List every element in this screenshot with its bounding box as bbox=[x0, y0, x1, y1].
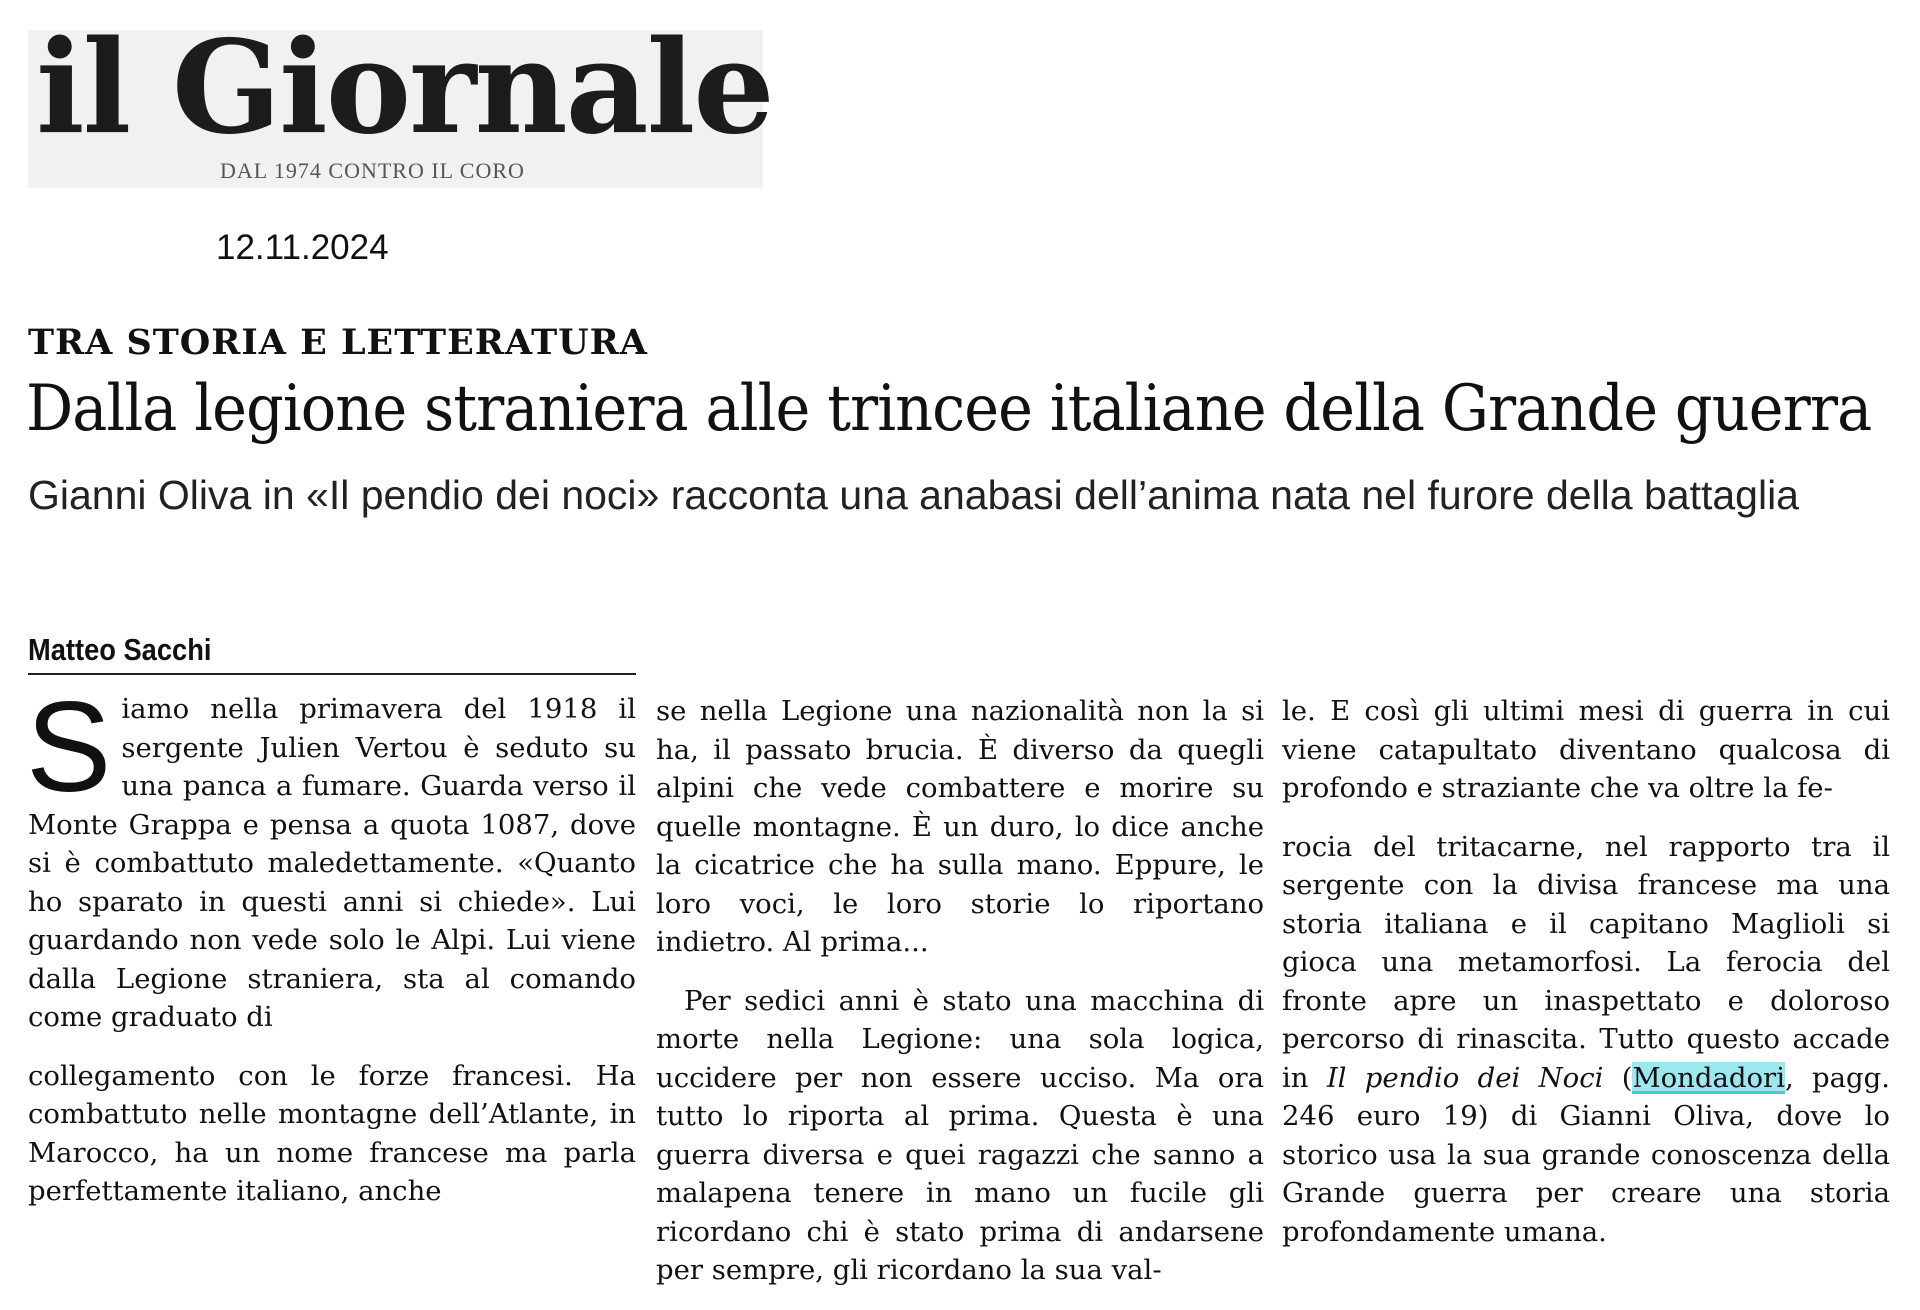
article-headline: Dalla legione straniera alle trincee italiane della Grande guerra bbox=[26, 372, 1872, 446]
masthead bbox=[28, 13, 773, 188]
article-column-1 bbox=[26, 676, 636, 1231]
article-byline: Matteo Sacchi bbox=[28, 632, 212, 667]
article-column-3 bbox=[1282, 692, 1890, 1271]
publication-date: 12.11.2024 bbox=[216, 228, 389, 267]
article-subhead: Gianni Oliva in «Il pendio dei noci» racconta una anabasi dell’anima nata nel furore della battaglia bbox=[28, 472, 1799, 518]
newspaper-logo: il Giornale bbox=[36, 13, 773, 163]
publisher-highlight: Mondadori bbox=[1632, 1061, 1785, 1094]
paragraph: le. E così gli ultimi mesi di guerra in cui viene catapultato diventano qualcosa di profondo e straziante che va oltre la fe- bbox=[1282, 695, 1890, 804]
article-kicker: TRA STORIA E LETTERATURA bbox=[28, 322, 648, 363]
paragraph: collegamento con le forze francesi. Ha combattuto nelle montagne dell’Atlante, in Marocco, ha un nome francese ma parla perfettamente italiano, anche bbox=[28, 1059, 636, 1207]
paragraph: Per sedici anni è stato una macchina di morte nella Legione: una sola logica, uccidere per non essere ucciso. Ma ora tutto lo riporta al prima. Questa è una guerra diversa e quei ragazzi che sanno a malapena tenere in mano un fucile gli ricordano chi è stato prima di andarsene per sempre, gli ricordano la sua val- bbox=[656, 984, 1264, 1286]
paragraph bbox=[26, 676, 636, 1037]
paragraph-text: , pagg. 246 euro 19) di Gianni Oliva, dove lo storico usa la sua grande conoscenza della Grande guerra per creare una storia profondamente umana. bbox=[1282, 1061, 1890, 1248]
book-title: Il pendio dei Noci bbox=[1326, 1061, 1604, 1094]
drop-cap: S bbox=[26, 676, 112, 819]
article-column-2 bbox=[656, 692, 1264, 1310]
paragraph-text: iamo nella primavera del 1918 il sergente Julien Vertou è seduto su una panca a fumare. Guarda verso il Monte Grappa e pensa a quota 1087, dove si è combattuto maledettamente. «Quanto ho sparato in questi anni si chiede». Lui guardando non vede solo le Alpi. Lui viene dalla Legione straniera, sta al comando come graduato di bbox=[28, 693, 636, 1033]
paragraph: se nella Legione una nazionalità non la si ha, il passato brucia. È diverso da quegli alpini che vede combattere e morire su quelle montagne. È un duro, lo dice anche la cicatrice che ha sulla mano. Eppure, le loro voci, le loro storie lo riportano indietro. Al prima... bbox=[656, 695, 1264, 958]
paragraph-text: ( bbox=[1603, 1061, 1633, 1094]
byline-divider bbox=[28, 673, 636, 675]
paragraph-text: rocia del tritacarne, nel rapporto tra il sergente con la divisa francese ma una storia italiana e il capitano Maglioli si gioca una metamorfosi. La ferocia del fronte apre un inaspettato e doloroso percorso di rinascita. Tutto questo accade in bbox=[1282, 830, 1890, 1094]
paragraph bbox=[1282, 828, 1890, 1252]
masthead-tagline: DAL 1974 CONTRO IL CORO bbox=[220, 158, 525, 183]
